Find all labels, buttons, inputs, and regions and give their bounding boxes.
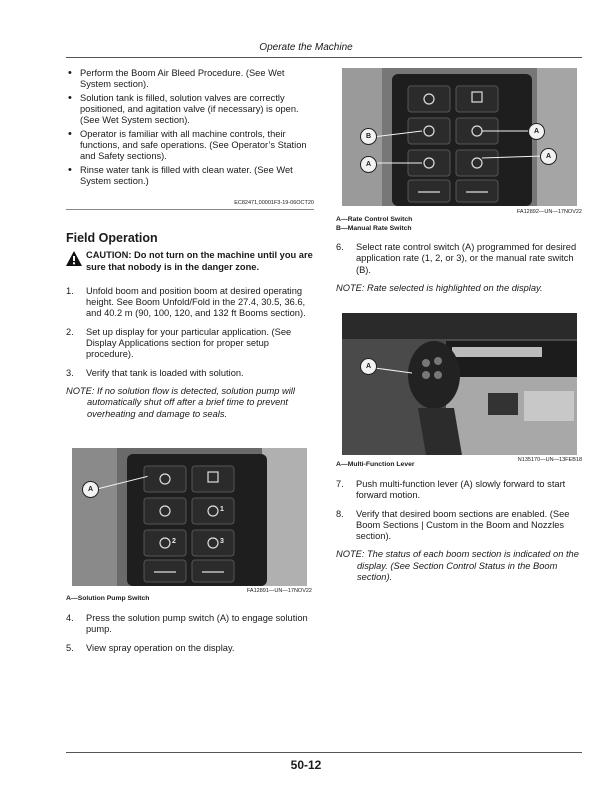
right-steps <box>336 479 584 583</box>
list-item: • Solution tank is filled, solution valves are correctly positioned, and agitation valve (if necessary) is open. (See Wet System section). <box>66 93 314 127</box>
section-divider <box>66 209 314 210</box>
multi-function-lever-photo <box>342 313 577 455</box>
switch-label-one: 1 <box>220 506 224 513</box>
list-item: 6. Select rate control switch (A) programmed for desired application rate (1, 2, or 3), or the manual rate switch (B). <box>336 242 577 275</box>
figure-caption: B—Manual Rate Switch <box>336 225 412 232</box>
steps-list <box>66 613 314 654</box>
figure-code: N135170—UN—13FEB18 <box>517 457 582 463</box>
callout-a: A <box>360 358 377 375</box>
list-item: 7. Push multi-function lever (A) slowly forward to start forward motion. <box>336 479 566 501</box>
field-operation-section <box>66 233 314 420</box>
left-steps-continued <box>66 613 314 661</box>
list-item: 2. Set up display for your particular application. (See Display Applications section for proper setup procedure). <box>66 326 292 360</box>
footer-rule <box>66 752 582 753</box>
left-column <box>66 68 314 190</box>
list-item: • Rinse water tank is filled with clean water. (See Wet System section.) <box>66 165 314 188</box>
prerequisite-list <box>66 68 314 188</box>
list-item: 3. Verify that tank is loaded with solution. <box>66 367 244 378</box>
reference-code: EC82471,00001F3-19-06OCT20 <box>234 200 314 206</box>
switch-label-three: 3 <box>220 538 224 545</box>
page-header: Operate the Machine <box>259 42 353 53</box>
figure-code: FA12891—UN—17NOV22 <box>246 588 312 594</box>
rate-control-switch-photo <box>342 68 577 206</box>
figure-caption: A—Rate Control Switch <box>336 216 413 223</box>
solution-pump-switch-photo <box>72 448 307 586</box>
switch-label-two: 2 <box>172 538 176 545</box>
figure-caption: A—Multi-Function Lever <box>336 461 415 468</box>
list-item: 8. Verify that desired boom sections are enabled. (See Boom Sections | Custom in the Boom and Nozzles section). <box>336 508 570 542</box>
steps-list <box>66 286 314 379</box>
callout-a: A <box>540 148 557 165</box>
steps-list <box>336 242 584 276</box>
armrest-illustration <box>342 313 577 455</box>
callout-b: B <box>360 128 377 145</box>
note: NOTE: If no solution flow is detected, solution pump will automatically shut off after a brief time to prevent overheating and damage to seals. <box>66 385 295 419</box>
callout-a: A <box>528 123 545 140</box>
note: NOTE: The status of each boom section is indicated on the display. (See Section Control Status in the Boom section). <box>336 549 579 583</box>
switch-panel-illustration <box>72 448 307 586</box>
list-item: 1. Unfold boom and position boom at desired operating height. See Boom Unfold/Fold in the 27.4, 30.5, 36.6, and 40.2 m (90, 100, 120, and 132 ft Booms section). <box>66 285 306 319</box>
callout-a: A <box>360 156 377 173</box>
caution-block <box>66 250 314 273</box>
figure-code: FA12892—UN—17NOV22 <box>516 209 582 215</box>
list-item: • Perform the Boom Air Bleed Procedure. (See Wet System section). <box>66 68 314 91</box>
section-title: Field Operation <box>66 231 158 245</box>
page-number: 50-12 <box>290 758 322 772</box>
figure-caption: A—Solution Pump Switch <box>66 595 150 602</box>
header-rule <box>66 57 582 58</box>
caution-text: CAUTION: Do not turn on the machine until you are sure that nobody is in the danger zone. <box>86 250 313 272</box>
list-item: 5. View spray operation on the display. <box>66 642 235 653</box>
right-step6 <box>336 242 584 294</box>
steps-list <box>336 479 584 542</box>
list-item: • Operator is familiar with all machine controls, their functions, and safe operations. (See Operator’s Station and Safety sections). <box>66 129 314 163</box>
warning-triangle-icon <box>66 251 82 266</box>
list-item: 4. Press the solution pump switch (A) to engage solution pump. <box>66 613 308 635</box>
note: NOTE: Rate selected is highlighted on the display. <box>336 282 543 293</box>
callout-a: A <box>82 481 99 498</box>
